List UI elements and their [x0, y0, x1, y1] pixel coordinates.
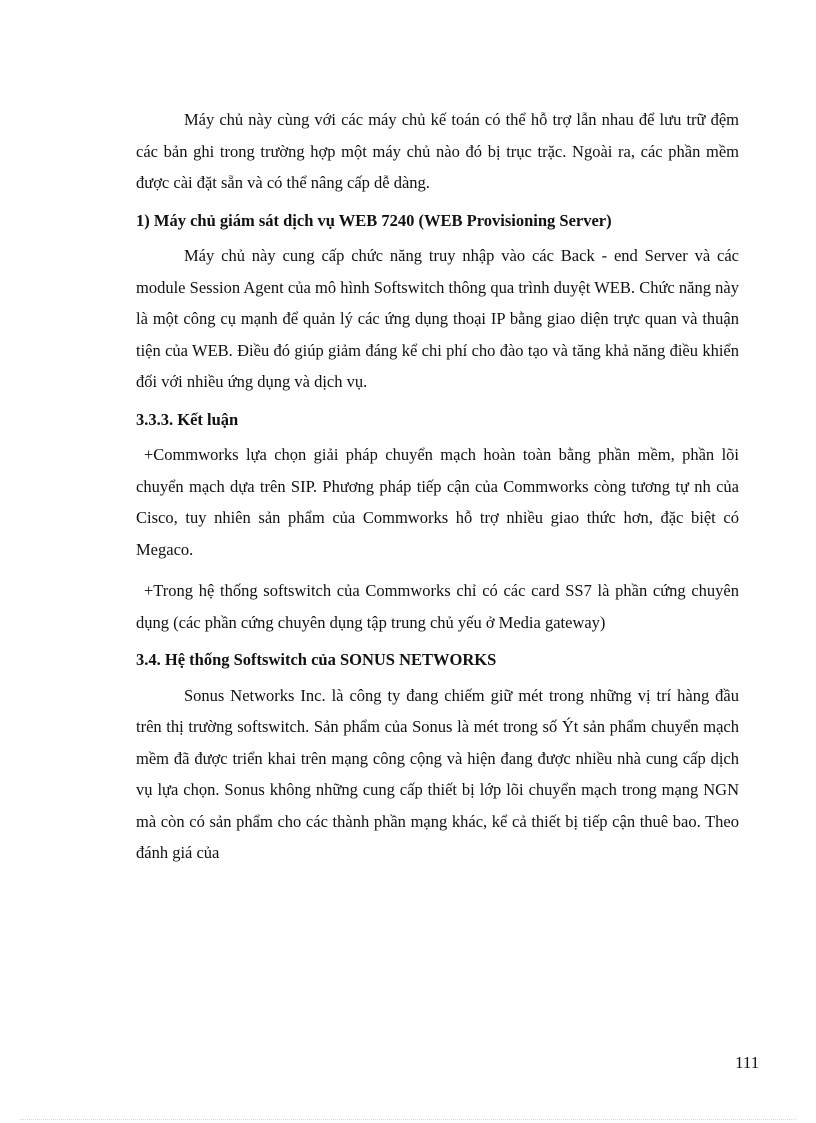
paragraph-servers-backup: Máy chủ này cùng với các máy chủ kế toán có thể hỗ trợ lẫn nhau để lưu trữ đệm các bản ghi trong trường hợp một máy chủ nào đó bị trục trặc. Ngoài ra, các phần mềm được cài đặt sẵn và có thể nâng cấp dễ dàng. [136, 110, 739, 192]
heading-web-provisioning-server: 1) Máy chủ giám sát dịch vụ WEB 7240 (WEB Provisioning Server) [136, 210, 612, 230]
bullet-commworks-sip: +Commworks lựa chọn giải pháp chuyển mạch hoàn toàn bằng phần mềm, phần lõi chuyển mạch dựa trên SIP. Phương pháp tiếp cận của Commworks còng tương tự nh của Cisco, tuy nhiên sản phẩm của Commworks hỗ trợ nhiều giao thức hơn, đặc biệt có Megaco. [136, 445, 739, 559]
page-number: 111 [735, 1053, 760, 1072]
heading-sonus-networks: 3.4. Hệ thống Softswitch của SONUS NETWORKS [136, 650, 497, 669]
paragraph-sonus-networks: Sonus Networks Inc. là công ty đang chiếm giữ mét trong những vị trí hàng đầu trên thị trường softswitch. Sản phẩm của Sonus là mét trong số Ýt sản phẩm chuyển mạch mềm đã được triển khai trên mạng công cộng và hiện đang được nhiều nhà cung cấp dịch vụ lựa chọn. Sonus không những cung cấp thiết bị lớp lõi chuyển mạch trong mạng NGN mà còn có sản phẩm cho các thành phần mạng khác, kể cả thiết bị tiếp cận thuê bao. Theo đánh giá của [136, 685, 739, 862]
footer-divider [20, 1119, 796, 1120]
page-body [136, 104, 739, 869]
bullet-commworks-ss7: +Trong hệ thống softswitch của Commworks chỉ có các card SS7 là phần cứng chuyên dụng (các phần cứng chuyên dụng tập trung chủ yếu ở Media gateway) [136, 581, 739, 632]
paragraph-web-provisioning: Máy chủ này cung cấp chức năng truy nhập vào các Back - end Server và các module Session Agent của mô hình Softswitch thông qua trình duyệt WEB. Chức năng này là một công cụ mạnh để quản lý các ứng dụng thoại IP bằng giao diện trực quan và thuận tiện của WEB. Điều đó giúp giảm đáng kể chi phí cho đào tạo và tăng khả năng điều khiển đối với nhiều ứng dụng và dịch vụ. [136, 246, 739, 391]
heading-conclusion: 3.3.3. Kết luận [136, 409, 239, 429]
